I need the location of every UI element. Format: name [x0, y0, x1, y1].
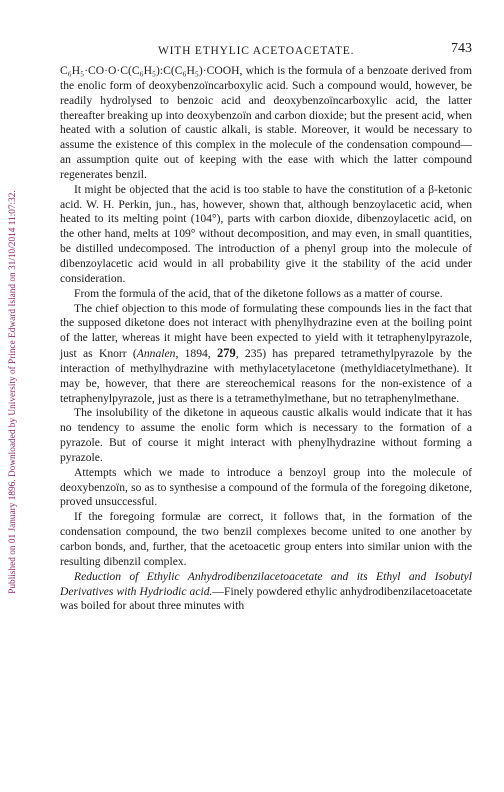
- paragraph-text: , 235) has prepared tetramethylpyrazole by the interaction of methylhydrazine with methylacetylacetone (methyldiacetylmethane). It may be, however, that there are stereochemical reasons for the non-existence of a tetraphenylpyrazole, just as there is a tetramethylmethane, but no tetraphenylmethane.: [60, 347, 473, 405]
- paragraph-text: —Finely powdered ethylic anhydrodibenzilacetoacetate was boiled for about three minutes with: [60, 584, 472, 613]
- volume-number: 279: [216, 346, 236, 361]
- download-notice: Published on 01 January 1896. Downloaded by University of Prince Edward Island on 31/10/2014 11:07:32.: [8, 190, 18, 594]
- paragraph: The insolubility of the diketone in aqueous caustic alkalis would indicate that it has no tendency to assume the enolic form which is necessary to the formation of a pyrazole. But of course it might interact with phenylhydrazine without forming a pyrazole.: [60, 406, 472, 464]
- journal-page: [60, 40, 472, 614]
- page-header: [60, 40, 472, 64]
- paragraph-text: , 1894,: [175, 347, 217, 361]
- paragraph-text: The chief objection to this mode of formulating these compounds lies in the fact that the supposed diketone does not interact with phenylhydrazine even at the boiling point of the latter, whereas it might have been expected to yield with it tetraphenylpyrazole, just as Knorr (: [60, 301, 472, 361]
- paragraph: [60, 570, 472, 615]
- paragraph: C₆H₅·CO·O·C(C₆H₅):C(C₆H₅)·COOH, which is the formula of a benzoate derived from the enolic form of deoxybenzoïncarboxylic acid. Such a compound would, however, be readily hydrolysed to benzoic acid and deoxybenzoïncarboxylic acid, the latter thereafter breaking up into deoxybenzoïn and carbon dioxide; but the present acid, when heated with a solution of caustic alkali, is stable. Moreover, it would be necessary to assume the existence of this complex in the molecule of the condensation compound—an assumption quite out of keeping with the ease with which the latter compound regenerates benzil.: [60, 64, 472, 181]
- article-body: [60, 64, 472, 614]
- paragraph: It might be objected that the acid is too stable to have the constitution of a β-ketonic acid. W. H. Perkin, jun., has, however, shown that, although benzoylacetic acid, when heated to its melting point (104°), parts with carbon dioxide, dibenzoylacetic acid, on the other hand, melts at 109° without decomposition, and may even, in small quantities, be distilled undecomposed. The introduction of a phenyl group into the molecule of dibenzoylacetic acid would in all probability give it the stability of the acid under consideration.: [60, 182, 472, 285]
- download-watermark: [0, 0, 26, 792]
- paragraph: Attempts which we made to introduce a benzoyl group into the molecule of deoxybenzoïn, so as to synthesise a compound of the formula of the foregoing diketone, proved unsuccessful.: [60, 465, 472, 509]
- running-title: WITH ETHYLIC ACETOACETATE.: [158, 45, 355, 57]
- journal-title: Annalen: [136, 347, 176, 361]
- section-heading: Reduction of Ethylic Anhydrodibenzilacetoacetate and its Ethyl and Isobutyl Derivatives with Hydriodic acid.: [60, 569, 472, 598]
- paragraph: [60, 302, 472, 407]
- page-number: 743: [451, 41, 472, 56]
- paragraph: From the formula of the acid, that of the diketone follows as a matter of course.: [74, 286, 443, 300]
- paragraph: If the foregoing formulæ are correct, it follows that, in the formation of the condensation compound, the two benzil complexes become united to one another by carbon bonds, and, further, that the acetoacetic group enters into similar union with the resulting dibenzil complex.: [60, 510, 472, 568]
